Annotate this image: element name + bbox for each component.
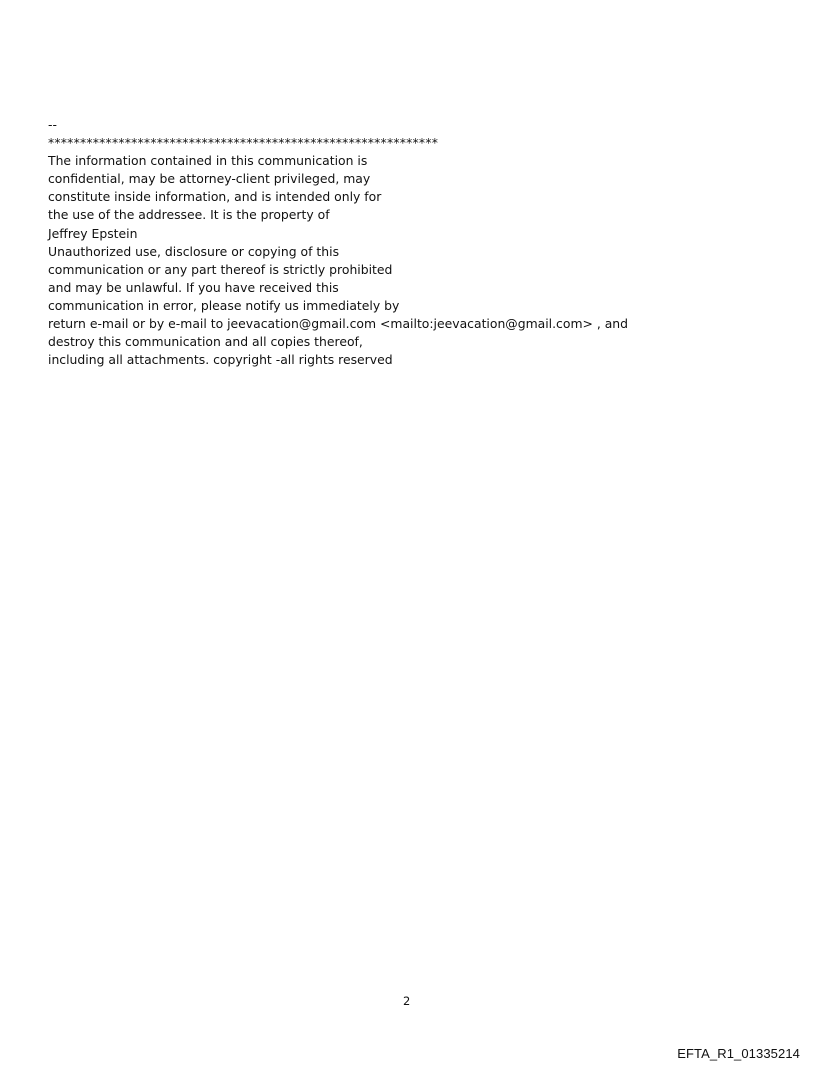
asterisk-divider: *************************************************************: [48, 135, 439, 151]
signature-separator: --: [48, 117, 57, 132]
page-number: 2: [403, 994, 411, 1008]
disclaimer-line: destroy this communication and all copies thereof,: [48, 334, 363, 350]
disclaimer-line: communication or any part thereof is strictly prohibited: [48, 261, 393, 277]
disclaimer-line: communication in error, please notify us immediately by: [48, 297, 400, 313]
disclaimer-line: including all attachments. copyright -all rights reserved: [48, 352, 393, 368]
disclaimer-line: The information contained in this communication is: [48, 153, 368, 169]
bates-number: EFTA_R1_01335214: [677, 1046, 800, 1061]
email-disclaimer: [48, 116, 688, 369]
disclaimer-line: the use of the addressee. It is the property of: [48, 207, 330, 223]
disclaimer-line: confidential, may be attorney-client privileged, may: [48, 171, 371, 187]
disclaimer-line: constitute inside information, and is intended only for: [48, 189, 382, 205]
disclaimer-line: Unauthorized use, disclosure or copying of this: [48, 243, 340, 259]
disclaimer-line: return e-mail or by e-mail to jeevacation@gmail.com <mailto:jeevacation@gmail.com> , and: [48, 316, 629, 332]
disclaimer-line: Jeffrey Epstein: [48, 225, 138, 241]
disclaimer-line: and may be unlawful. If you have received this: [48, 279, 339, 295]
